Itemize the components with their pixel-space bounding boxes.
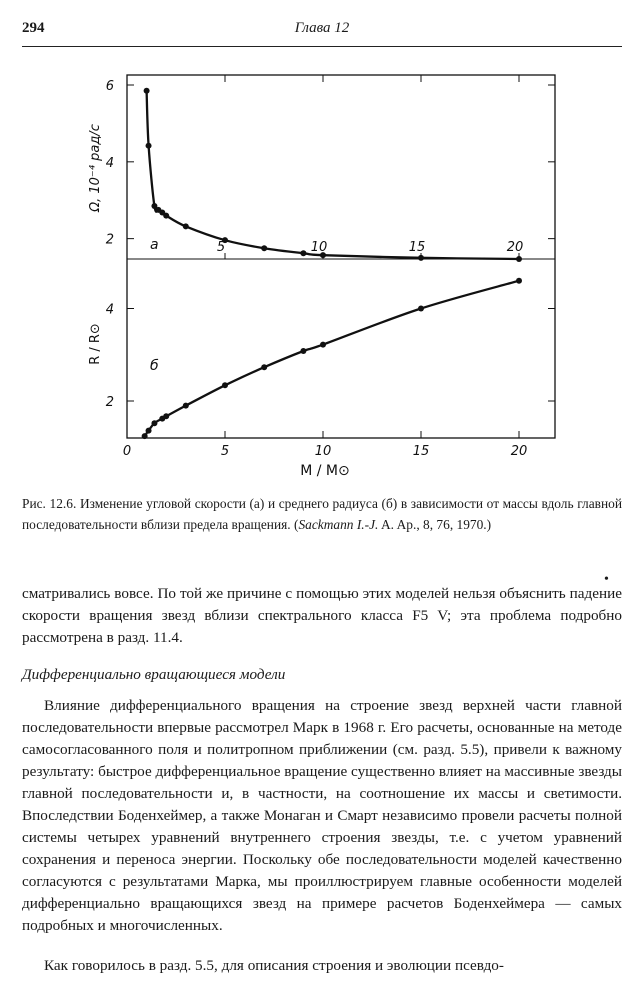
data-point-radius: [151, 420, 157, 426]
x-axis-label: M / M⊙: [300, 463, 350, 479]
data-point-omega: [418, 255, 424, 261]
x-tick-label-inner: 15: [408, 240, 426, 255]
data-point-omega: [183, 223, 189, 229]
data-point-radius: [320, 342, 326, 348]
data-point-omega: [146, 143, 152, 149]
data-point-radius: [261, 364, 267, 370]
caption-ref-author: Sackmann I.-J.: [298, 517, 379, 532]
paragraph: Как говорилось в разд. 5.5, для описания строения и эволюции псевдо-: [44, 957, 504, 974]
data-point-omega: [300, 250, 306, 256]
section-title: Дифференциально вращающиеся модели: [22, 666, 286, 683]
page-number: 294: [22, 20, 45, 36]
curve-radius: [145, 281, 519, 436]
running-head: Глава 12: [294, 20, 350, 36]
x-tick-label-inner: 20: [506, 240, 524, 255]
data-point-omega: [261, 245, 267, 251]
y-axis-label-bottom: R / R⊙: [88, 323, 103, 365]
data-point-omega: [163, 213, 169, 219]
y-axis-label-top: Ω, 10⁻⁴ рад/с: [88, 124, 103, 212]
data-point-radius: [146, 428, 152, 434]
curve-label-a: a: [150, 237, 159, 253]
data-point-radius: [183, 403, 189, 409]
page-header: [22, 20, 622, 44]
x-tick-label: 0: [122, 444, 132, 459]
header-rule: [22, 46, 622, 47]
x-tick-label-inner: 10: [310, 240, 328, 255]
data-point-radius: [418, 305, 424, 311]
paragraph: сматривались вовсе. По той же причине с помощью этих моделей нельзя объяснить падение скорости вращения звезд вблизи спектрального класса F5 V; эта проблема подробно рассмотрена в разд. 11.4.: [22, 585, 622, 646]
margin-mark: •: [604, 572, 609, 587]
data-point-radius: [516, 278, 522, 284]
x-tick-label: 5: [220, 444, 230, 459]
y-tick-label-top: 2: [105, 232, 114, 248]
paragraph: Влияние дифференциального вращения на строение звезд верхней части главной последовательности впервые рассмотрел Марк в 1968 г. Его расчеты, основанные на методе самосогласованного поля и политропном приближении (см. разд. 5.5), привели к важному результату: быстрое дифференциальное вращение существенно влияет на массивные звезды главной последовательности и, в частности, на соотношение их массы и светимости. Впоследствии Боденхеймер, а также Монаган и Смарт независимо провели расчеты полной системы четырех уравнений внутреннего строения звезды, т.е. с учетом уравнений сохранения и переноса энергии. Поскольку обе последовательности моделей качественно согласуются с результатами Марка, мы проиллюстрируем главные особенности моделей дифференциально вращающихся звезд на примере расчетов Боденхеймера — самых подробных и многочисленных.: [22, 697, 622, 934]
caption-label: Рис. 12.6.: [22, 496, 77, 511]
y-tick-label-top: 4: [105, 155, 114, 171]
figure-12-6: [0, 60, 643, 480]
data-point-radius: [300, 348, 306, 354]
y-tick-label-top: 6: [105, 79, 114, 94]
x-tick-label-inner: 5: [216, 240, 226, 255]
figure-caption: [22, 493, 622, 535]
caption-text: Изменение угловой скорости (а) и среднего радиуса (б) в зависимости от массы вдоль главной последовательности вблизи предела вращения. (: [22, 496, 622, 532]
data-point-omega: [144, 88, 150, 94]
data-point-radius: [222, 382, 228, 388]
x-tick-label: 10: [314, 444, 332, 459]
x-tick-label: 20: [510, 444, 528, 459]
y-tick-label-bottom: 2: [105, 394, 114, 410]
data-point-radius: [163, 413, 169, 419]
data-point-omega: [516, 256, 522, 262]
curve-label-b: б: [150, 358, 159, 374]
y-tick-label-bottom: 4: [105, 302, 114, 318]
x-tick-label: 15: [412, 444, 430, 459]
caption-ref-rest: A. Ap., 8, 76, 1970.): [378, 517, 492, 532]
curve-omega: [147, 91, 519, 259]
data-point-radius: [142, 433, 148, 439]
